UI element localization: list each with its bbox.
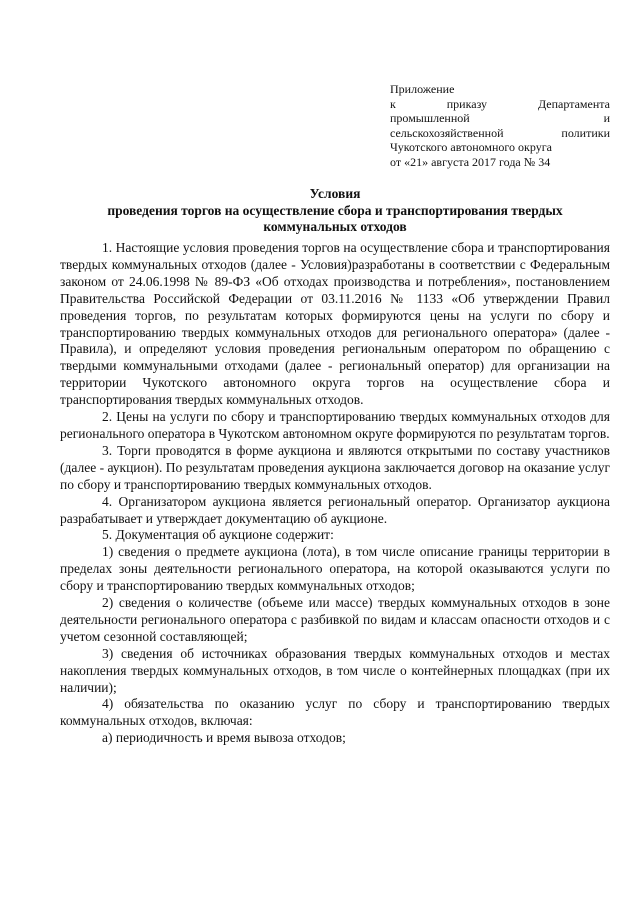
- annex-department-word: Департамента: [537, 96, 610, 111]
- paragraph-5: 5. Документация об аукционе содержит:: [102, 527, 334, 543]
- title-subtitle-line-2: коммунальных отходов: [263, 219, 407, 234]
- annex-agriculture-word: сельскохозяйственной: [390, 125, 504, 140]
- annex-agriculture-line: [390, 126, 610, 141]
- paragraph-5-item-2: 2) сведения о количестве (объеме или массе) твердых коммунальных отходов в зоне деятельности регионального оператора с разбивкой по видам и классам опасности отходов и с учетом сезонной составляющей;: [60, 595, 610, 644]
- annex-order-line: [390, 97, 610, 112]
- annex-policy-word: политики: [561, 125, 610, 140]
- title-subtitle-line-1: проведения торгов на осуществление сбора и транспортирования твердых: [107, 202, 563, 218]
- annex-region-line: Чукотского автономного округа: [390, 140, 552, 155]
- paragraph-5-item-1: 1) сведения о предмете аукциона (лота), в том числе описание границы территории в пределах зоны деятельности регионального оператора, на которой оказываются услуги по сбору и транспортированию твердых коммунальных отходов;: [60, 544, 610, 594]
- paragraph-2: 2. Цены на услуги по сбору и транспортированию твердых коммунальных отходов для регионального оператора в Чукотском автономном округе формируются по результатам торгов.: [60, 409, 610, 441]
- annex-order-prefix: к: [390, 96, 396, 111]
- annex-industry-line: [390, 111, 610, 126]
- annex-label: Приложение: [390, 82, 455, 96]
- paragraph-3: 3. Торги проводятся в форме аукциона и являются открытыми по составу участников (далее - аукцион). По результатам проведения аукциона заключается договор на оказание услуг по сбору и транспортированию твердых коммунальных отходов.: [60, 442, 610, 492]
- annex-date-line: от «21» августа 2017 года № 34: [390, 154, 551, 169]
- paragraph-1: 1. Настоящие условия проведения торгов на осуществление сбора и транспортирования твердых коммунальных отходов (далее - Условия)разработаны в соответствии с Федеральным законом от 24.06.1998 № 89-ФЗ «Об отходах производства и потребления», постановлением Правительства Российской Федерации от 03.11.2016 № 1133 «Об утверждении Правил проведения торгов, по результатам которых формируются цены на услуги по сбору и транспортированию твердых коммунальных отходов для регионального оператора» (далее - Правила), и определяют условия проведения региональным оператором по обращению с твердыми коммунальными отходами (далее - региональный оператор) для организации на территории Чукотского автономного округа торгов на осуществление сбора и транспортирования твердых коммунальных отходов.: [60, 240, 610, 408]
- paragraph-5-item-4: 4) обязательства по оказанию услуг по сбору и транспортированию твердых коммунальных отходов, включая:: [60, 696, 610, 729]
- document-body: [60, 240, 610, 747]
- annex-industry-word: промышленной: [390, 111, 470, 126]
- paragraph-5-item-4-a: а) периодичность и время вывоза отходов;: [102, 730, 346, 746]
- annex-header: [390, 82, 610, 170]
- document-title: [60, 186, 610, 236]
- annex-and-word: и: [603, 111, 610, 126]
- paragraph-4: 4. Организатором аукциона является региональный оператор. Организатор аукциона разрабатывает и утверждает документацию об аукционе.: [60, 493, 610, 526]
- annex-order-word: приказу: [446, 96, 488, 111]
- title-heading: Условия: [309, 186, 361, 201]
- paragraph-5-item-3: 3) сведения об источниках образования твердых коммунальных отходов и местах накопления твердых коммунальных отходов, в том числе о контейнерных площадках (при их наличии);: [60, 645, 610, 695]
